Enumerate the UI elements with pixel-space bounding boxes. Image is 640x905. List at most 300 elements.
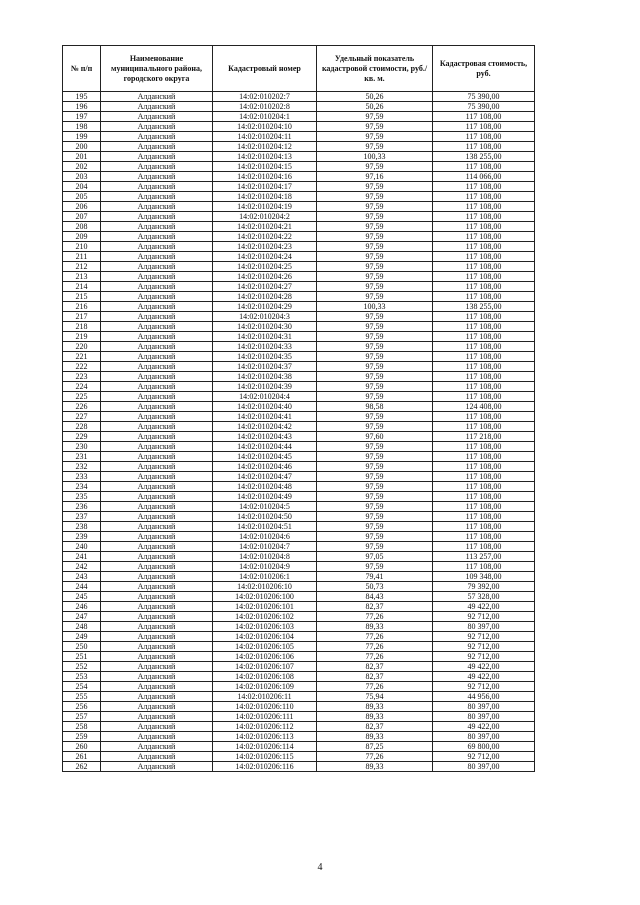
district-name: Алданский [101, 652, 213, 662]
cadastral-number: 14:02:010206:1 [213, 572, 317, 582]
cadastral-number: 14:02:010204:37 [213, 362, 317, 372]
unit-value: 97,59 [317, 272, 433, 282]
unit-value: 97,59 [317, 222, 433, 232]
cadastral-cost: 117 108,00 [433, 132, 535, 142]
cadastral-number: 14:02:010204:42 [213, 422, 317, 432]
district-name: Алданский [101, 662, 213, 672]
row-number: 239 [63, 532, 101, 542]
unit-value: 97,59 [317, 412, 433, 422]
unit-value: 89,33 [317, 732, 433, 742]
table-row [63, 682, 535, 692]
table-row [63, 112, 535, 122]
cadastral-cost: 117 108,00 [433, 312, 535, 322]
cadastral-cost: 117 108,00 [433, 372, 535, 382]
district-name: Алданский [101, 572, 213, 582]
district-name: Алданский [101, 742, 213, 752]
cadastral-number: 14:02:010204:49 [213, 492, 317, 502]
unit-value: 97,59 [317, 352, 433, 362]
district-name: Алданский [101, 522, 213, 532]
row-number: 259 [63, 732, 101, 742]
table-row [63, 472, 535, 482]
district-name: Алданский [101, 512, 213, 522]
unit-value: 97,05 [317, 552, 433, 562]
table-row [63, 372, 535, 382]
row-number: 260 [63, 742, 101, 752]
cadastral-number: 14:02:010204:40 [213, 402, 317, 412]
cadastral-cost: 117 108,00 [433, 282, 535, 292]
district-name: Алданский [101, 372, 213, 382]
district-name: Алданский [101, 222, 213, 232]
cadastral-number: 14:02:010206:104 [213, 632, 317, 642]
row-number: 225 [63, 392, 101, 402]
cadastral-cost: 117 108,00 [433, 252, 535, 262]
cadastral-cost: 117 108,00 [433, 412, 535, 422]
row-number: 244 [63, 582, 101, 592]
cadastral-number: 14:02:010204:50 [213, 512, 317, 522]
table-row [63, 712, 535, 722]
table-row [63, 402, 535, 412]
row-number: 236 [63, 502, 101, 512]
row-number: 254 [63, 682, 101, 692]
district-name: Алданский [101, 342, 213, 352]
table-row [63, 572, 535, 582]
table-row [63, 492, 535, 502]
cadastral-cost: 92 712,00 [433, 612, 535, 622]
district-name: Алданский [101, 402, 213, 412]
cadastral-number: 14:02:010204:9 [213, 562, 317, 572]
header-cadastral-cost: Кадастровая стоимость, руб. [433, 46, 535, 92]
row-number: 195 [63, 92, 101, 102]
unit-value: 97,59 [317, 472, 433, 482]
row-number: 253 [63, 672, 101, 682]
cadastral-cost: 44 956,00 [433, 692, 535, 702]
table-row [63, 672, 535, 682]
row-number: 245 [63, 592, 101, 602]
unit-value: 97,59 [317, 512, 433, 522]
row-number: 238 [63, 522, 101, 532]
row-number: 230 [63, 442, 101, 452]
row-number: 198 [63, 122, 101, 132]
header-number: № п/п [63, 46, 101, 92]
cadastral-cost: 117 108,00 [433, 422, 535, 432]
row-number: 226 [63, 402, 101, 412]
cadastral-number: 14:02:010206:102 [213, 612, 317, 622]
row-number: 240 [63, 542, 101, 552]
cadastral-number: 14:02:010204:23 [213, 242, 317, 252]
cadastral-number: 14:02:010204:45 [213, 452, 317, 462]
unit-value: 97,59 [317, 492, 433, 502]
row-number: 201 [63, 152, 101, 162]
unit-value: 87,25 [317, 742, 433, 752]
row-number: 233 [63, 472, 101, 482]
cadastral-cost: 138 255,00 [433, 302, 535, 312]
district-name: Алданский [101, 292, 213, 302]
district-name: Алданский [101, 632, 213, 642]
table-row [63, 182, 535, 192]
cadastral-cost: 92 712,00 [433, 632, 535, 642]
cadastral-number: 14:02:010204:35 [213, 352, 317, 362]
table-row [63, 442, 535, 452]
cadastral-number: 14:02:010206:11 [213, 692, 317, 702]
unit-value: 97,59 [317, 522, 433, 532]
unit-value: 89,33 [317, 762, 433, 772]
district-name: Алданский [101, 672, 213, 682]
district-name: Алданский [101, 112, 213, 122]
unit-value: 97,59 [317, 122, 433, 132]
cadastral-cost: 117 108,00 [433, 112, 535, 122]
unit-value: 97,60 [317, 432, 433, 442]
row-number: 231 [63, 452, 101, 462]
cadastral-cost: 117 108,00 [433, 512, 535, 522]
cadastral-number: 14:02:010204:17 [213, 182, 317, 192]
district-name: Алданский [101, 472, 213, 482]
row-number: 243 [63, 572, 101, 582]
cadastral-cost: 117 218,00 [433, 432, 535, 442]
cadastral-cost: 117 108,00 [433, 452, 535, 462]
cadastral-number: 14:02:010204:7 [213, 542, 317, 552]
cadastral-number: 14:02:010204:29 [213, 302, 317, 312]
row-number: 228 [63, 422, 101, 432]
cadastral-cost: 117 108,00 [433, 272, 535, 282]
cadastral-cost: 75 390,00 [433, 102, 535, 112]
row-number: 211 [63, 252, 101, 262]
cadastral-number: 14:02:010204:28 [213, 292, 317, 302]
unit-value: 97,59 [317, 232, 433, 242]
district-name: Алданский [101, 592, 213, 602]
district-name: Алданский [101, 362, 213, 372]
row-number: 223 [63, 372, 101, 382]
cadastral-number: 14:02:010204:3 [213, 312, 317, 322]
district-name: Алданский [101, 722, 213, 732]
unit-value: 97,59 [317, 382, 433, 392]
table-row [63, 532, 535, 542]
table-row [63, 362, 535, 372]
cadastral-cost: 117 108,00 [433, 482, 535, 492]
table-row [63, 642, 535, 652]
cadastral-cost: 117 108,00 [433, 322, 535, 332]
unit-value: 77,26 [317, 752, 433, 762]
table-row [63, 652, 535, 662]
cadastral-number: 14:02:010204:2 [213, 212, 317, 222]
cadastral-cost: 117 108,00 [433, 502, 535, 512]
cadastral-number: 14:02:010204:21 [213, 222, 317, 232]
table-row [63, 522, 535, 532]
unit-value: 97,59 [317, 462, 433, 472]
row-number: 199 [63, 132, 101, 142]
cadastral-number: 14:02:010206:106 [213, 652, 317, 662]
unit-value: 98,58 [317, 402, 433, 412]
district-name: Алданский [101, 352, 213, 362]
district-name: Алданский [101, 232, 213, 242]
unit-value: 97,59 [317, 442, 433, 452]
row-number: 250 [63, 642, 101, 652]
table-row [63, 702, 535, 712]
table-row [63, 422, 535, 432]
header-row [63, 46, 535, 92]
district-name: Алданский [101, 752, 213, 762]
cadastral-cost: 92 712,00 [433, 652, 535, 662]
cadastral-cost: 117 108,00 [433, 382, 535, 392]
row-number: 204 [63, 182, 101, 192]
unit-value: 50,26 [317, 102, 433, 112]
table-row [63, 742, 535, 752]
unit-value: 97,16 [317, 172, 433, 182]
unit-value: 97,59 [317, 332, 433, 342]
district-name: Алданский [101, 552, 213, 562]
row-number: 215 [63, 292, 101, 302]
district-name: Алданский [101, 162, 213, 172]
district-name: Алданский [101, 262, 213, 272]
table-row [63, 432, 535, 442]
district-name: Алданский [101, 562, 213, 572]
district-name: Алданский [101, 152, 213, 162]
district-name: Алданский [101, 212, 213, 222]
table-row [63, 192, 535, 202]
table-row [63, 122, 535, 132]
table-row [63, 262, 535, 272]
district-name: Алданский [101, 642, 213, 652]
district-name: Алданский [101, 282, 213, 292]
table-row [63, 722, 535, 732]
cadastral-cost: 69 800,00 [433, 742, 535, 752]
table-row [63, 452, 535, 462]
unit-value: 89,33 [317, 712, 433, 722]
district-name: Алданский [101, 422, 213, 432]
unit-value: 97,59 [317, 202, 433, 212]
row-number: 207 [63, 212, 101, 222]
row-number: 247 [63, 612, 101, 622]
table-row [63, 142, 535, 152]
table-row [63, 102, 535, 112]
unit-value: 97,59 [317, 212, 433, 222]
table-row [63, 632, 535, 642]
cadastral-number: 14:02:010204:22 [213, 232, 317, 242]
district-name: Алданский [101, 452, 213, 462]
cadastral-cost: 117 108,00 [433, 542, 535, 552]
cadastral-number: 14:02:010206:10 [213, 582, 317, 592]
cadastral-cost: 117 108,00 [433, 192, 535, 202]
cadastral-cost: 75 390,00 [433, 92, 535, 102]
cadastral-number: 14:02:010204:11 [213, 132, 317, 142]
table-row [63, 762, 535, 772]
cadastral-number: 14:02:010202:8 [213, 102, 317, 112]
unit-value: 97,59 [317, 322, 433, 332]
cadastral-cost: 117 108,00 [433, 222, 535, 232]
table-row [63, 552, 535, 562]
cadastral-cost: 49 422,00 [433, 672, 535, 682]
district-name: Алданский [101, 462, 213, 472]
cadastral-cost: 92 712,00 [433, 642, 535, 652]
header-unit-value: Удельный показатель кадастровой стоимости, руб./кв. м. [317, 46, 433, 92]
cadastral-number: 14:02:010204:46 [213, 462, 317, 472]
unit-value: 97,59 [317, 132, 433, 142]
row-number: 217 [63, 312, 101, 322]
row-number: 246 [63, 602, 101, 612]
cadastral-number: 14:02:010206:112 [213, 722, 317, 732]
table-row [63, 752, 535, 762]
table-header [63, 46, 535, 92]
header-district: Наименование муниципального района, городского округа [101, 46, 213, 92]
table-row [63, 732, 535, 742]
district-name: Алданский [101, 102, 213, 112]
row-number: 242 [63, 562, 101, 572]
unit-value: 77,26 [317, 652, 433, 662]
cadastral-number: 14:02:010206:116 [213, 762, 317, 772]
table-row [63, 412, 535, 422]
table-row [63, 232, 535, 242]
row-number: 251 [63, 652, 101, 662]
district-name: Алданский [101, 332, 213, 342]
cadastral-cost: 79 392,00 [433, 582, 535, 592]
cadastral-cost: 138 255,00 [433, 152, 535, 162]
cadastral-cost: 117 108,00 [433, 522, 535, 532]
unit-value: 97,59 [317, 112, 433, 122]
unit-value: 97,59 [317, 562, 433, 572]
cadastral-number: 14:02:010204:26 [213, 272, 317, 282]
unit-value: 77,26 [317, 612, 433, 622]
table-row [63, 132, 535, 142]
table-row [63, 342, 535, 352]
row-number: 216 [63, 302, 101, 312]
district-name: Алданский [101, 712, 213, 722]
row-number: 196 [63, 102, 101, 112]
unit-value: 100,33 [317, 302, 433, 312]
table-row [63, 392, 535, 402]
district-name: Алданский [101, 92, 213, 102]
row-number: 235 [63, 492, 101, 502]
row-number: 224 [63, 382, 101, 392]
table-row [63, 612, 535, 622]
row-number: 213 [63, 272, 101, 282]
unit-value: 77,26 [317, 682, 433, 692]
table-row [63, 172, 535, 182]
table-row [63, 302, 535, 312]
row-number: 258 [63, 722, 101, 732]
district-name: Алданский [101, 312, 213, 322]
row-number: 200 [63, 142, 101, 152]
unit-value: 50,26 [317, 92, 433, 102]
district-name: Алданский [101, 682, 213, 692]
cadastral-cost: 80 397,00 [433, 622, 535, 632]
cadastral-number: 14:02:010206:110 [213, 702, 317, 712]
cadastral-cost: 117 108,00 [433, 332, 535, 342]
cadastral-cost: 117 108,00 [433, 562, 535, 572]
row-number: 220 [63, 342, 101, 352]
cadastral-cost: 117 108,00 [433, 472, 535, 482]
table-row [63, 312, 535, 322]
unit-value: 79,41 [317, 572, 433, 582]
cadastral-number: 14:02:010206:108 [213, 672, 317, 682]
cadastral-number: 14:02:010206:114 [213, 742, 317, 752]
cadastral-number: 14:02:010204:39 [213, 382, 317, 392]
cadastral-number: 14:02:010206:109 [213, 682, 317, 692]
unit-value: 97,59 [317, 312, 433, 322]
cadastral-number: 14:02:010204:30 [213, 322, 317, 332]
cadastral-number: 14:02:010204:19 [213, 202, 317, 212]
district-name: Алданский [101, 202, 213, 212]
district-name: Алданский [101, 442, 213, 452]
cadastral-cost: 117 108,00 [433, 292, 535, 302]
cadastral-number: 14:02:010204:6 [213, 532, 317, 542]
unit-value: 89,33 [317, 702, 433, 712]
unit-value: 82,37 [317, 662, 433, 672]
cadastral-cost: 124 408,00 [433, 402, 535, 412]
cadastral-cost: 117 108,00 [433, 232, 535, 242]
row-number: 212 [63, 262, 101, 272]
district-name: Алданский [101, 482, 213, 492]
unit-value: 97,59 [317, 542, 433, 552]
unit-value: 97,59 [317, 292, 433, 302]
cadastral-cost: 49 422,00 [433, 722, 535, 732]
cadastral-number: 14:02:010204:48 [213, 482, 317, 492]
cadastral-cost: 117 108,00 [433, 202, 535, 212]
district-name: Алданский [101, 302, 213, 312]
unit-value: 97,59 [317, 252, 433, 262]
cadastral-cost: 80 397,00 [433, 762, 535, 772]
cadastral-number: 14:02:010204:33 [213, 342, 317, 352]
row-number: 249 [63, 632, 101, 642]
unit-value: 75,94 [317, 692, 433, 702]
district-name: Алданский [101, 182, 213, 192]
table-row [63, 332, 535, 342]
cadastral-number: 14:02:010206:101 [213, 602, 317, 612]
district-name: Алданский [101, 492, 213, 502]
row-number: 210 [63, 242, 101, 252]
table-row [63, 382, 535, 392]
table-row [63, 602, 535, 612]
district-name: Алданский [101, 542, 213, 552]
unit-value: 97,59 [317, 242, 433, 252]
cadastral-cost: 92 712,00 [433, 752, 535, 762]
table-row [63, 282, 535, 292]
cadastral-number: 14:02:010206:113 [213, 732, 317, 742]
district-name: Алданский [101, 432, 213, 442]
unit-value: 89,33 [317, 622, 433, 632]
district-name: Алданский [101, 702, 213, 712]
table-row [63, 562, 535, 572]
table-row [63, 662, 535, 672]
table-row [63, 482, 535, 492]
cadastral-cost: 117 108,00 [433, 352, 535, 362]
cadastral-cost: 113 257,00 [433, 552, 535, 562]
header-cadastral-number: Кадастровый номер [213, 46, 317, 92]
cadastral-table [62, 45, 535, 772]
row-number: 252 [63, 662, 101, 672]
cadastral-number: 14:02:010204:25 [213, 262, 317, 272]
table-row [63, 502, 535, 512]
cadastral-number: 14:02:010204:1 [213, 112, 317, 122]
cadastral-number: 14:02:010204:38 [213, 372, 317, 382]
district-name: Алданский [101, 252, 213, 262]
row-number: 209 [63, 232, 101, 242]
cadastral-cost: 117 108,00 [433, 162, 535, 172]
district-name: Алданский [101, 122, 213, 132]
table-row [63, 512, 535, 522]
unit-value: 97,59 [317, 452, 433, 462]
cadastral-cost: 80 397,00 [433, 732, 535, 742]
unit-value: 97,59 [317, 262, 433, 272]
unit-value: 82,37 [317, 722, 433, 732]
unit-value: 97,59 [317, 142, 433, 152]
cadastral-cost: 57 328,00 [433, 592, 535, 602]
district-name: Алданский [101, 762, 213, 772]
cadastral-number: 14:02:010204:16 [213, 172, 317, 182]
district-name: Алданский [101, 382, 213, 392]
row-number: 241 [63, 552, 101, 562]
row-number: 203 [63, 172, 101, 182]
cadastral-cost: 117 108,00 [433, 462, 535, 472]
table-row [63, 212, 535, 222]
